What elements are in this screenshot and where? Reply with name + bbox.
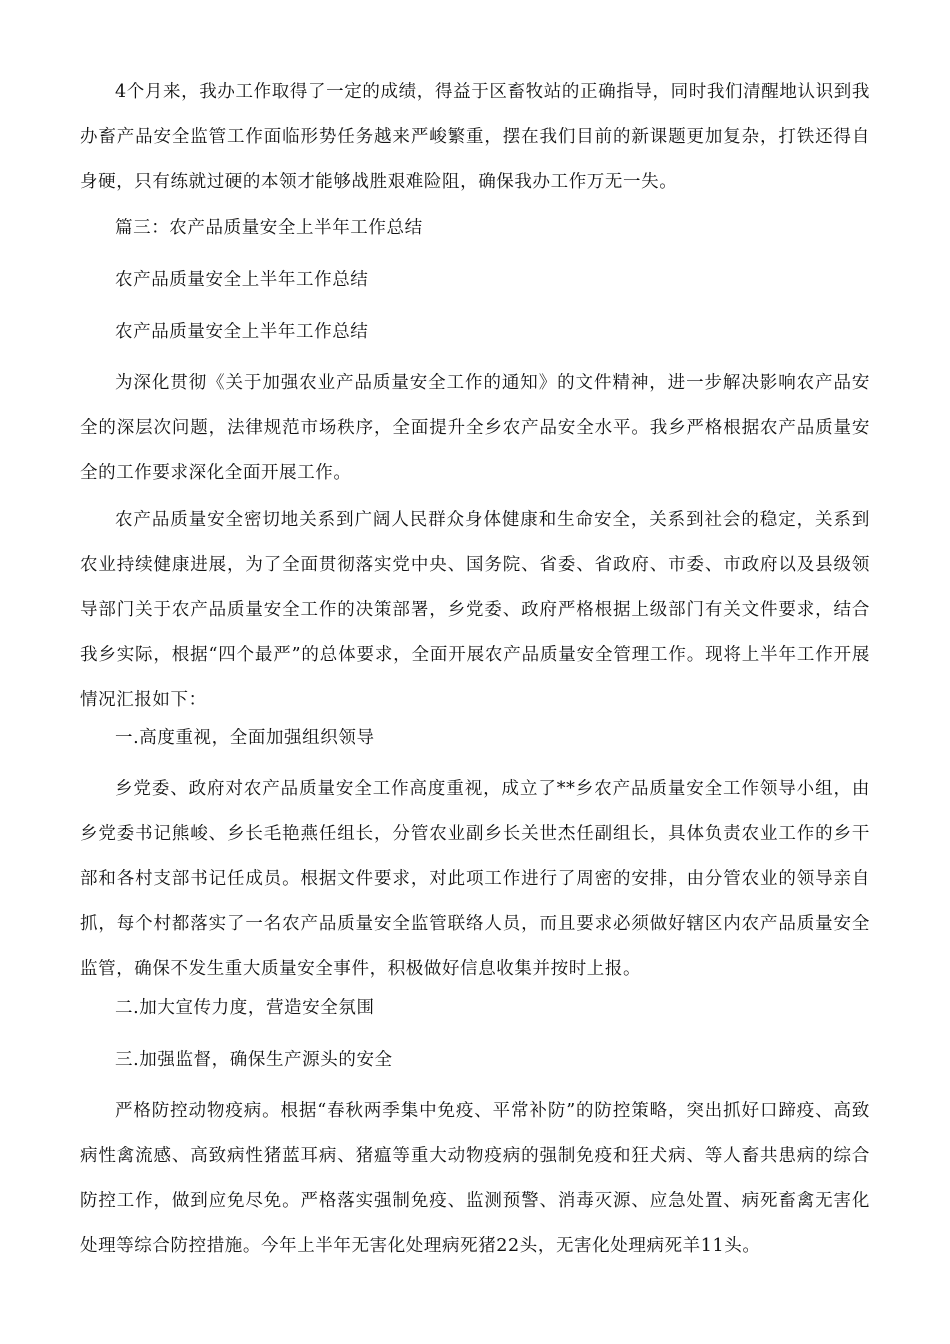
paragraph-background: 农产品质量安全密切地关系到广阔人民群众身体健康和生命安全，关系到社会的稳定，关系到农业持续健康进展，为了全面贯彻落实党中央、国务院、省委、省政府、市委、市政府以及县级领导部门关于农产品质量安全工作的决策部署，乡党委、政府严格根据上级部门有关文件要求，结合我乡实际，根据“四个最严”的总体要求，全面开展农产品质量安全管理工作。现将上半年工作开展情况汇报如下： bbox=[80, 510, 870, 710]
paragraph-achievements: 4个月来，我办工作取得了一定的成绩，得益于区畜牧站的正确指导，同时我们清醒地认识到我办畜产品安全监管工作面临形势任务越来严峻繁重，摆在我们目前的新课题更加复杂，打铁还得自身硬，只有练就过硬的本领才能够战胜艰难险阻，确保我办工作万无一失。 bbox=[80, 82, 870, 192]
document-title: 农产品质量安全上半年工作总结 bbox=[115, 270, 369, 290]
paragraph-organization: 乡党委、政府对农产品质量安全工作高度重视，成立了**乡农产品质量安全工作领导小组，由乡党委书记熊峻、乡长毛艳燕任组长，分管农业副乡长关世杰任副组长，具体负责农业工作的乡干部和各村支部书记任成员。根据文件要求，对此项工作进行了周密的安排，由分管农业的领导亲自抓，每个村都落实了一名农产品质量安全监管联络人员，而且要求必须做好辖区内农产品质量安全监管，确保不发生重大质量安全事件，积极做好信息收集并按时上报。 bbox=[80, 779, 870, 979]
paragraph-intro: 为深化贯彻《关于加强农业产品质量安全工作的通知》的文件精神，进一步解决影响农产品安全的深层次问题，法律规范市场秩序，全面提升全乡农产品安全水平。我乡严格根据农产品质量安全的工作要求深化全面开展工作。 bbox=[80, 373, 870, 483]
section-heading-one: 一.高度重视，全面加强组织领导 bbox=[115, 728, 375, 748]
document-subtitle: 农产品质量安全上半年工作总结 bbox=[115, 322, 369, 342]
paragraph-disease-control: 严格防控动物疫病。根据“春秋两季集中免疫、平常补防”的防控策略，突出抓好口蹄疫、高致病性禽流感、高致病性猪蓝耳病、猪瘟等重大动物疫病的强制免疫和狂犬病、等人畜共患病的综合防控工作，做到应免尽免。严格落实强制免疫、监测预警、消毒灭源、应急处置、病死畜禽无害化处理等综合防控措施。今年上半年无害化处理病死猪22头，无害化处理病死羊11头。 bbox=[80, 1101, 870, 1256]
section-heading-two: 二.加大宣传力度，营造安全氛围 bbox=[115, 998, 375, 1018]
section-heading-three: 三.加强监督，确保生产源头的安全 bbox=[115, 1050, 393, 1070]
section-title-part-three: 篇三：农产品质量安全上半年工作总结 bbox=[115, 218, 423, 238]
